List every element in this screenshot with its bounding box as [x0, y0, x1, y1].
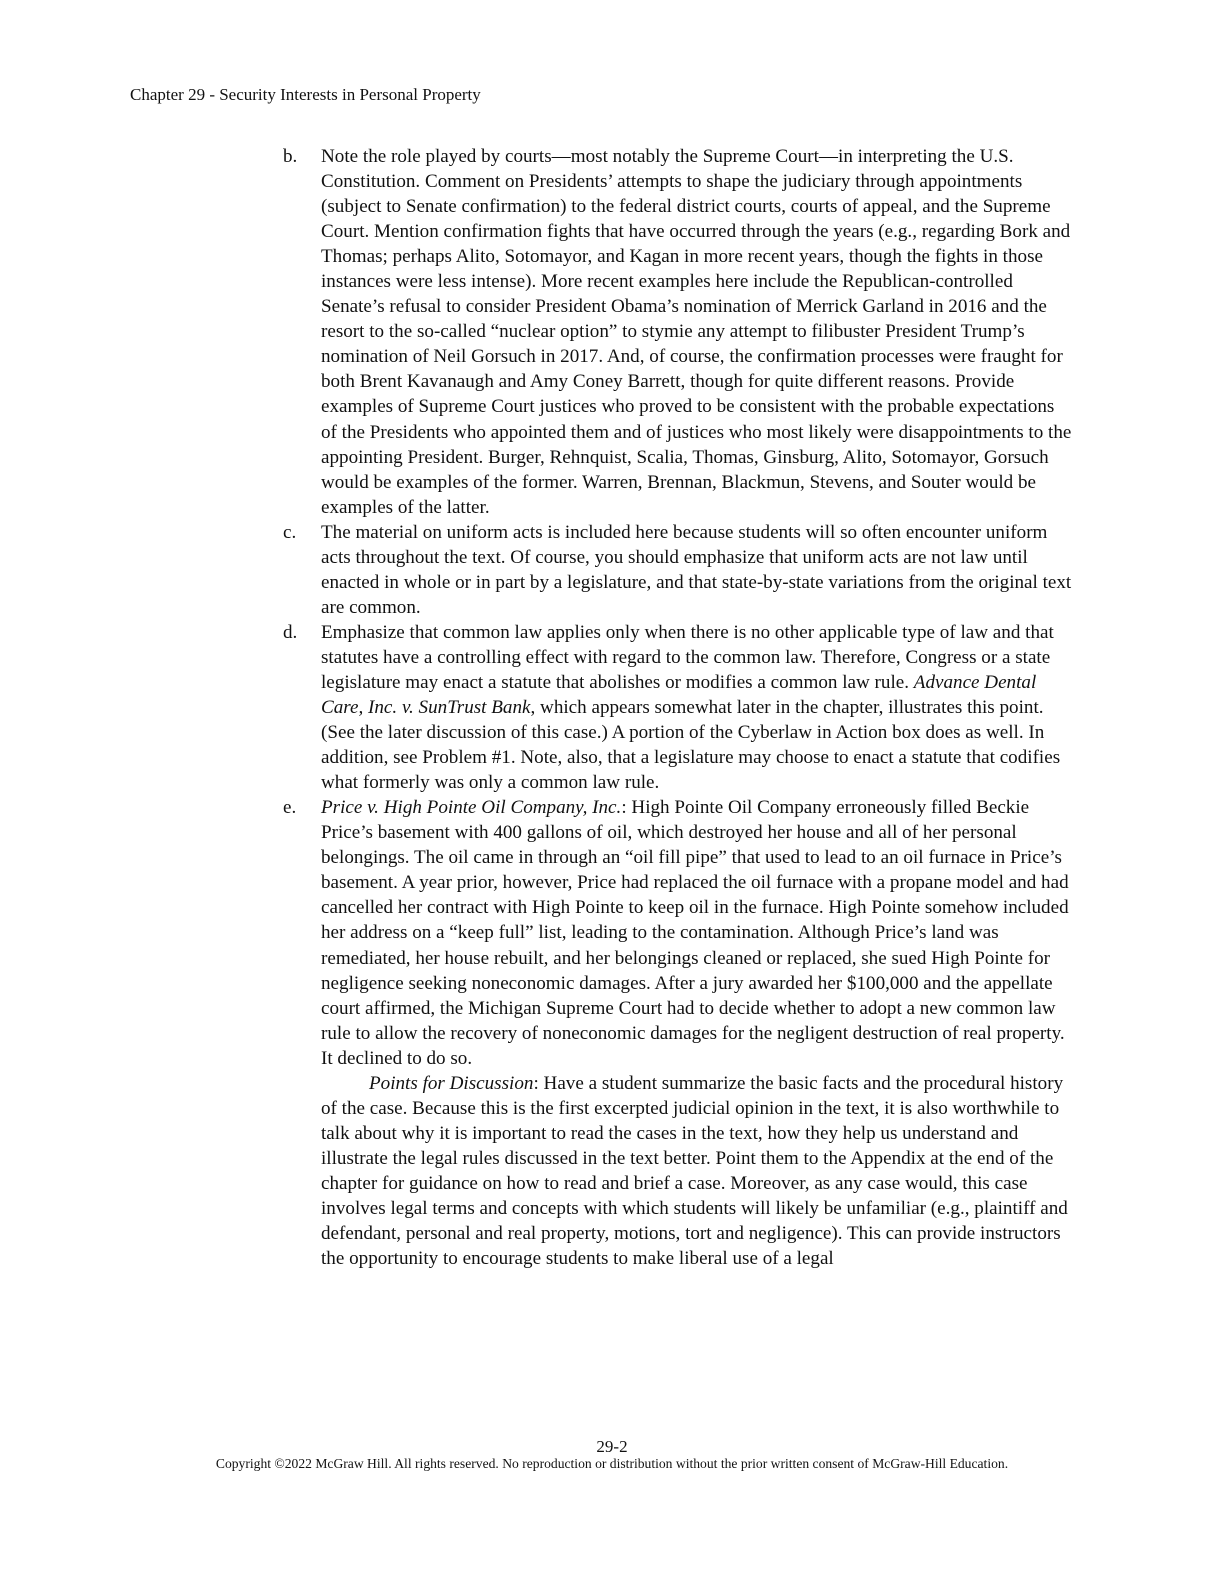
item-d-text-before: Emphasize that common law applies only when there is no other applicable type of law and that statutes have a controlling effect with regard to the common law. Therefore, Congress or a state legislature may enact a statute that abolishes or modifies a common law rule.: [321, 621, 1054, 693]
list-item-c: [283, 520, 1073, 620]
list-marker: e.: [283, 797, 297, 819]
case-name-suffix: :: [621, 797, 632, 819]
item-c-text: The material on uniform acts is included here because students will so often encounter uniform acts throughout the text. Of course, you should emphasize that uniform acts are not law until enacted in whole or in part by a legislature, and that state-by-state variations from the original text are common.: [321, 521, 1072, 618]
item-e-summary: [321, 795, 1073, 1071]
list-marker: d.: [283, 621, 298, 643]
case-name-price: Price v. High Pointe Oil Company, Inc.: [321, 797, 622, 819]
item-d-text: [321, 620, 1073, 795]
list-item-d: [283, 620, 1073, 795]
chapter-header: Chapter 29 - Security Interests in Personal Property: [130, 85, 481, 104]
list-marker: b.: [283, 146, 298, 167]
case-summary: High Pointe Oil Company erroneously filled Beckie Price’s basement with 400 gallons of oil, which destroyed her house and all of her personal belongings. The oil came in through an “oil fill pipe” that used to lead to an oil furnace in Price’s basement. A year prior, however, Price had replaced the oil furnace with a propane model and had cancelled her contract with High Pointe to keep oil in the furnace. High Pointe somehow included her address on a “keep full” list, leading to the contamination. Although Price’s land was remediated, her house rebuilt, and her belongings cleaned or replaced, she sued High Pointe for negligence seeking noneconomic damages. After a jury awarded her $100,000 and the appellate court affirmed, the Michigan Supreme Court had to decide whether to adopt a new common law rule to allow the recovery of noneconomic damages for the negligent destruction of real property. It declined to do so.: [321, 797, 1069, 1069]
page-number: 29-2: [596, 1437, 628, 1456]
item-b-text: Note the role played by courts—most notably the Supreme Court—in interpreting the U.S. Constitution. Comment on Presidents’ attempts to shape the judiciary through appointments (subject to Senate confirmation) to the federal district courts, courts of appeal, and the Supreme Court. Mention confirmation fights that have occurred through the years (e.g., regarding Bork and Thomas; perhaps Alito, Sotomayor, and Kagan in more recent years, though the fights in those instances were less intense). More recent examples here include the Republican-controlled Senate’s refusal to consider President Obama’s nomination of Merrick Garland in 2016 and the resort to the so-called “nuclear option” to stymie any attempt to filibuster President Trump’s nomination of Neil Gorsuch in 2017. And, of course, the confirmation processes were fraught for both Brent Kavanaugh and Amy Coney Barrett, though for quite different reasons. Provide examples of Supreme Court justices who proved to be consistent with the probable expectations of the Presidents who appointed them and of justices who most likely were disappointments to the appointing President. Burger, Rehnquist, Scalia, Thomas, Ginsburg, Alito, Sotomayor, Gorsuch would be examples of the former. Warren, Brennan, Blackmun, Stevens, and Souter would be examples of the latter.: [321, 146, 1072, 518]
list-item-e: [283, 795, 1073, 1271]
list-marker: c.: [283, 521, 297, 543]
discussion-list: [283, 144, 1073, 1271]
discussion-label-suffix: :: [533, 1072, 544, 1094]
discussion-label: Points for Discussion: [369, 1072, 534, 1094]
case-name-advance-dental: Advance Dental Care, Inc. v. SunTrust Bank: [321, 671, 1037, 719]
item-e-discussion: [321, 1071, 1073, 1271]
copyright-notice: Copyright ©2022 McGraw Hill. All rights reserved. No reproduction or distribution without the prior written consent of McGraw-Hill Education.: [215, 1456, 1009, 1471]
discussion-text: Have a student summarize the basic facts and the procedural history of the case. Because this is the first excerpted judicial opinion in the text, it is also worthwhile to talk about why it is important to read the cases in the text, how they help us understand and illustrate the legal rules discussed in the text better. Point them to the Appendix at the end of the chapter for guidance on how to read and brief a case. Moreover, as any case would, this case involves legal terms and concepts with which students will likely be unfamiliar (e.g., plaintiff and defendant, personal and real property, motions, tort and negligence). This can provide instructors the opportunity to encourage students to make liberal use of a legal: [321, 1072, 1068, 1270]
list-item-b: [283, 144, 1073, 520]
item-d-text-after: , which appears somewhat later in the chapter, illustrates this point. (See the later discussion of this case.) A portion of the Cyberlaw in Action box does as well. In addition, see Problem #1. Note, also, that a legislature may choose to enact a statute that codifies what formerly was only a common law rule.: [321, 697, 1061, 794]
